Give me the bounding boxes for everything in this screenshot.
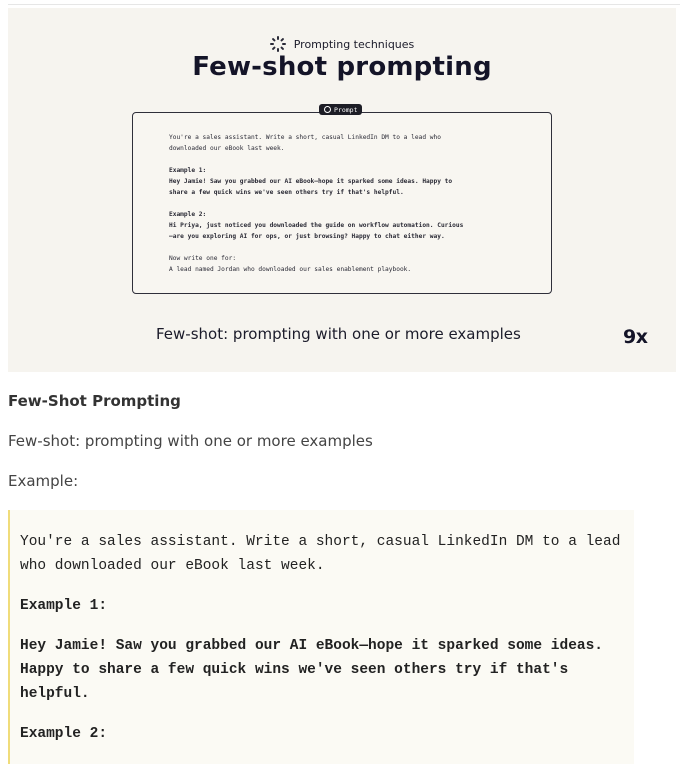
top-divider: [8, 4, 680, 5]
hero-title: Few-shot prompting: [192, 52, 492, 82]
prompt-example-2-text: Hi Priya, just noticed you downloaded the guide on workflow automation. Curious —are you exploring AI for ops, or just browsing? Happy to chat either way.: [169, 222, 464, 240]
prompt-now-text: A lead named Jordan who downloaded our sales enablement playbook.: [169, 266, 412, 273]
eyebrow-text: Prompting techniques: [293, 37, 415, 51]
chat-bubble-icon: [324, 106, 331, 113]
hero-caption: Few-shot: prompting with one or more examples: [156, 325, 521, 343]
prompt-content: [169, 132, 525, 286]
prompt-now-label: Now write one for:: [169, 255, 237, 262]
article-heading: Few-Shot Prompting: [8, 392, 181, 410]
code-example-2-label: Example 2:: [20, 726, 108, 742]
code-example-1-label: Example 1:: [20, 598, 108, 614]
prompt-tag: [319, 104, 362, 115]
prompt-example-1-text: Hey Jamie! Saw you grabbed our AI eBook—hope it sparked some ideas. Happy to share a few quick wins we've seen others try if that's helpful.: [169, 178, 453, 196]
prompt-box: [132, 105, 552, 294]
article-example-label: Example:: [8, 472, 79, 490]
eyebrow: [8, 36, 676, 52]
spinner-icon: [270, 36, 286, 52]
hero-image: [8, 8, 676, 372]
prompt-intro: You're a sales assistant. Write a short, casual LinkedIn DM to a lead who downloaded our eBook last week.: [169, 134, 441, 152]
prompt-tag-label: Prompt: [334, 105, 358, 114]
code-intro: You're a sales assistant. Write a short, casual LinkedIn DM to a lead who downloaded our eBook last week.: [20, 534, 621, 574]
code-example-1-text: Hey Jamie! Saw you grabbed our AI eBook—hope it sparked some ideas. Happy to share a few quick wins we've seen others try if that's helpful.: [20, 638, 603, 702]
code-content: [20, 530, 628, 762]
prompt-example-1-label: Example 1:: [169, 167, 207, 174]
code-block[interactable]: [8, 510, 634, 764]
article-paragraph: Few-shot: prompting with one or more examples: [8, 432, 373, 450]
prompt-example-2-label: Example 2:: [169, 211, 207, 218]
brand-logo: 9x: [623, 326, 648, 348]
